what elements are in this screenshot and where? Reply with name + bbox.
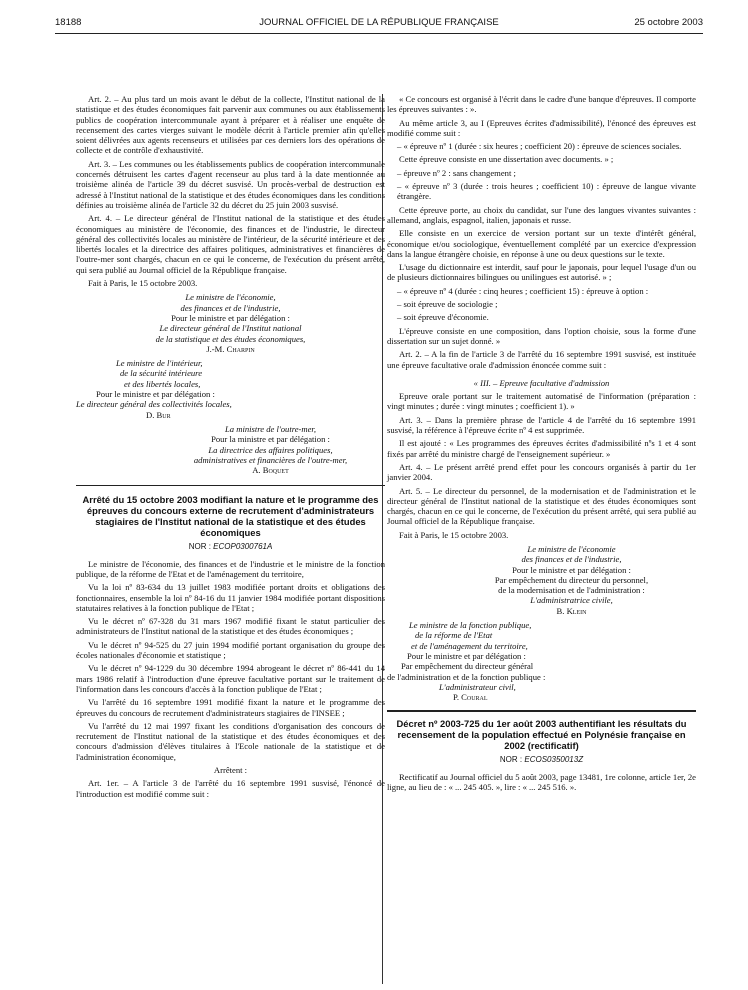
vu-4: Vu le décret nº 94-1229 du 30 décembre 1994 abrogeant le décret nº 86-441 du 14 mars 1986 relatif à l'introduction d'une épreuve facultative portant sur le traitement de l'information dans les concours d'accès à la fonction publique de l'Etat ;	[76, 663, 385, 694]
epreuve-4-option-a: – soit épreuve de sociologie ;	[397, 299, 498, 310]
rectificatif: Rectificatif au Journal officiel du 5 août 2003, page 13481, 1re colonne, article 1er, 2e ligne, au lieu de : « ... 245 405. », lire : « ... 245 516. ».	[387, 771, 696, 793]
decret-title: Décret nº 2003-725 du 1er août 2003 authentifiant les résultats du recensement de la population effectué en Polynésie française en 2002 (rectificatif)	[396, 718, 687, 752]
article-4: Art. 4. – Le présent arrêté prend effet pour les concours organisés à partir du 1er janvier 2004.	[387, 461, 696, 483]
decret-nor: NOR : ECOS0350013Z	[499, 755, 584, 765]
arrete-title: Arrêté du 15 octobre 2003 modifiant la nature et le programme des épreuves du concours externe de recrutement d'administrateurs stagiaires de l'Institut national de la statistique et des études économiques	[82, 494, 379, 539]
section-III-heading: « III. – Epreuve facultative d'admission	[473, 377, 610, 388]
paragraph-2: Au même article 3, au I (Epreuves écrites d'admissibilité), l'énoncé des épreuves est modifié comme suit :	[387, 117, 696, 138]
issue-date: 25 octobre 2003	[634, 17, 703, 28]
epreuve-1: – « épreuve nº 1 (durée : six heures ; coefficient 20) : épreuve de sciences sociales.	[397, 141, 682, 152]
intro: Le ministre de l'économie, des finances et de l'industrie et le ministre de la fonction publique, de la réforme de l'Etat et de l'aménagement du territoire,	[76, 558, 385, 579]
paragraph-1: « Ce concours est organisé à l'écrit dans le cadre d'une banque d'épreuves. Il comporte les épreuves suivantes : ».	[387, 94, 696, 115]
signature-block-3: La ministre de l'outre-mer, Pour la ministre et par délégation : La directrice des affaires politiques, administratives et financières de l'outre-mer, A. Boquet	[76, 424, 385, 475]
fait-a-paris: Fait à Paris, le 15 octobre 2003.	[88, 278, 198, 289]
article-2: Art. 2. – Au plus tard un mois avant le début de la collecte, l'Institut national de la statistique et des études économiques fait parvenir aux communes ou aux établissements publics de coopération intercommunale ayant à préparer et à réaliser une enquête de recensement des cartes vierges suivant le modèle décrit à l'article premier afin qu'elles soient délivrées aux agents recenseurs et utilisées par ces derniers lors des opérations de collecte et de contrôle d'exhaustivité.	[76, 94, 385, 156]
epreuve-3: – « épreuve nº 3 (durée : trois heures ; coefficient 10) : épreuve de langue vivante étrangère.	[397, 181, 696, 202]
article-1: Art. 1er. – A l'article 3 de l'arrêté du 16 septembre 1991 susvisé, l'énoncé de l'introduction est modifié comme suit :	[76, 778, 385, 799]
right-column	[387, 94, 696, 795]
journal-title: JOURNAL OFFICIEL DE LA RÉPUBLIQUE FRANÇAISE	[259, 17, 499, 28]
epreuve-2: – épreuve nº 2 : sans changement ;	[397, 167, 516, 178]
vu-3: Vu le décret nº 94-525 du 27 juin 1994 modifié portant organisation du groupe des écoles nationales d'économie et statistique ;	[76, 639, 385, 661]
epreuve-1-detail: Cette épreuve consiste en une dissertation avec documents. » ;	[399, 154, 614, 165]
article-3-addition: Il est ajouté : « Les programmes des épreuves écrites d'admissibilité nºs 1 et 4 sont fixés par arrêté du ministre chargé de l'enseignement supérieur. »	[387, 438, 696, 459]
epreuve-4-option-b: – soit épreuve d'économie.	[397, 312, 489, 323]
header-rule	[55, 33, 703, 34]
epreuve-4-detail: L'épreuve consiste en une composition, dans l'option choisie, sous la forme d'une dissertation sur un sujet donné. »	[387, 325, 696, 346]
signatory-name: A. Boquet	[252, 465, 289, 476]
signature-block-5: Le ministre de la fonction publique, de la réforme de l'Etat et de l'aménagement du territoire, Pour le ministre et par délégation : Par empêchement du directeur général de l'administration et de la fonction publique : L'administrateur civil, P. Coural	[387, 620, 696, 702]
signatory-name: B. Klein	[556, 605, 587, 616]
arretent: Arrêtent :	[213, 765, 248, 776]
fait-a-paris: Fait à Paris, le 15 octobre 2003.	[399, 529, 509, 540]
left-column	[76, 94, 385, 802]
vu-5: Vu l'arrêté du 16 septembre 1991 modifié fixant la nature et le programme des épreuves du concours de recrutement d'administrateurs stagiaires de l'INSEE ;	[76, 697, 385, 718]
section-III-text: Epreuve orale portant sur le traitement automatisé de l'information (préparation : vingt minutes ; durée : vingt minutes ; coefficient 1). »	[387, 391, 696, 412]
article-3: Art. 3. – Les communes ou les établissements publics de coopération intercommunale concernés détruisent les cartes d'agent recenseur au plus tard à la date mentionnée au troisième alinéa de l'article 39 du décret susvisé. Un procès-verbal de destruction est adressé à l'Institut national de la statistique et des études économiques dans les conditions définies au troisième alinéa de l'article 32 du décret du 25 juin 2003 susvisé.	[76, 158, 385, 210]
signature-block-4: Le ministre de l'économie des finances et de l'industrie, Pour le ministre et par délégation : Par empêchement du directeur du personnel, de la modernisation et de l'administration : L'administratrice civile, B. Klein	[387, 544, 696, 616]
epreuve-3-detail-2: Elle consiste en un exercice de version portant sur un texte d'intérêt général, économique et/ou sociologique, éventuellement complété par un exercice d'expression dans la langue étrangère choisie, en réponse à une ou deux questions sur le texte.	[387, 228, 696, 259]
article-5: Art. 5. – Le directeur du personnel, de la modernisation et de l'administration et le directeur général de l'Institut national de la statistique et des études économiques sont chargés, chacun en ce qui le concerne, de l'exécution du présent arrêté, qui sera publié au Journal officiel de la République française.	[387, 485, 696, 527]
vu-6: Vu l'arrêté du 12 mai 1997 fixant les conditions d'organisation des concours de recrutement de l'Institut national de la statistique et des études économiques et des concours d'admission d'élèves titulaires à l'Ecole nationale de la statistique et de l'administration économique,	[76, 720, 385, 762]
page-number: 18188	[55, 17, 82, 28]
signatory-name: P. Coural	[453, 692, 488, 703]
article-4: Art. 4. – Le directeur général de l'Institut national de la statistique et des études économiques au ministère de l'économie, des finances et de l'industrie, le directeur général des collectivités locales au ministère de l'intérieur, de la sécurité intérieure et des libertés locales et la directrice des affaires politiques, administratives et financières de l'outre-mer sont chargés, chacun en ce qui le concerne, de l'exécution du présent arrêté, qui sera publié au Journal officiel de la République française.	[76, 213, 385, 275]
page-header	[55, 17, 703, 33]
section-separator	[387, 710, 696, 712]
signatory-name: D. Bur	[146, 409, 171, 420]
signatory-name: J.-M. Charpin	[206, 343, 255, 354]
epreuve-3-detail-3: L'usage du dictionnaire est interdit, sauf pour le japonais, pour lequel l'usage d'un ou de plusieurs dictionnaires bilingues ou unilingues est autorisé. » ;	[387, 262, 696, 283]
epreuve-3-detail-1: Cette épreuve porte, au choix du candidat, sur l'une des langues vivantes suivantes : allemand, anglais, espagnol, italien, japonais et russe.	[387, 204, 696, 225]
signature-block-1: Le ministre de l'économie, des finances et de l'industrie, Pour le ministre et par délégation : Le directeur général de l'Institut national de la statistique et des études économiques, J.-M. Charpin	[76, 292, 385, 354]
article-2: Art. 2. – A la fin de l'article 3 de l'arrêté du 16 septembre 1991 susvisé, est instituée une épreuve facultative orale d'admission énoncée comme suit :	[387, 349, 696, 370]
article-3: Art. 3. – Dans la première phrase de l'article 4 de l'arrêté du 16 septembre 1991 susvisé, la référence à l'épreuve écrite nº 4 est supprimée.	[387, 414, 696, 436]
epreuve-4: – « épreuve nº 4 (durée : cinq heures ; coefficient 15) : épreuve à option :	[397, 285, 649, 296]
signature-block-2: Le ministre de l'intérieur, de la sécurité intérieure et des libertés locales, Pour le ministre et par délégation : Le directeur général des collectivités locales, D. Bur	[76, 358, 385, 420]
arrete-nor: NOR : ECOP0300761A	[188, 542, 273, 552]
vu-1: Vu la loi nº 83-634 du 13 juillet 1983 modifiée portant droits et obligations des fonctionnaires, ensemble la loi nº 84-16 du 11 janvier 1984 modifiée portant dispositions statutaires relatives à la fonction publique de l'Etat ;	[76, 582, 385, 613]
vu-2: Vu le décret nº 67-328 du 31 mars 1967 modifié fixant le statut particulier des administrateurs de l'Institut national de la statistique et des études économiques ;	[76, 616, 385, 637]
section-separator	[76, 485, 385, 486]
